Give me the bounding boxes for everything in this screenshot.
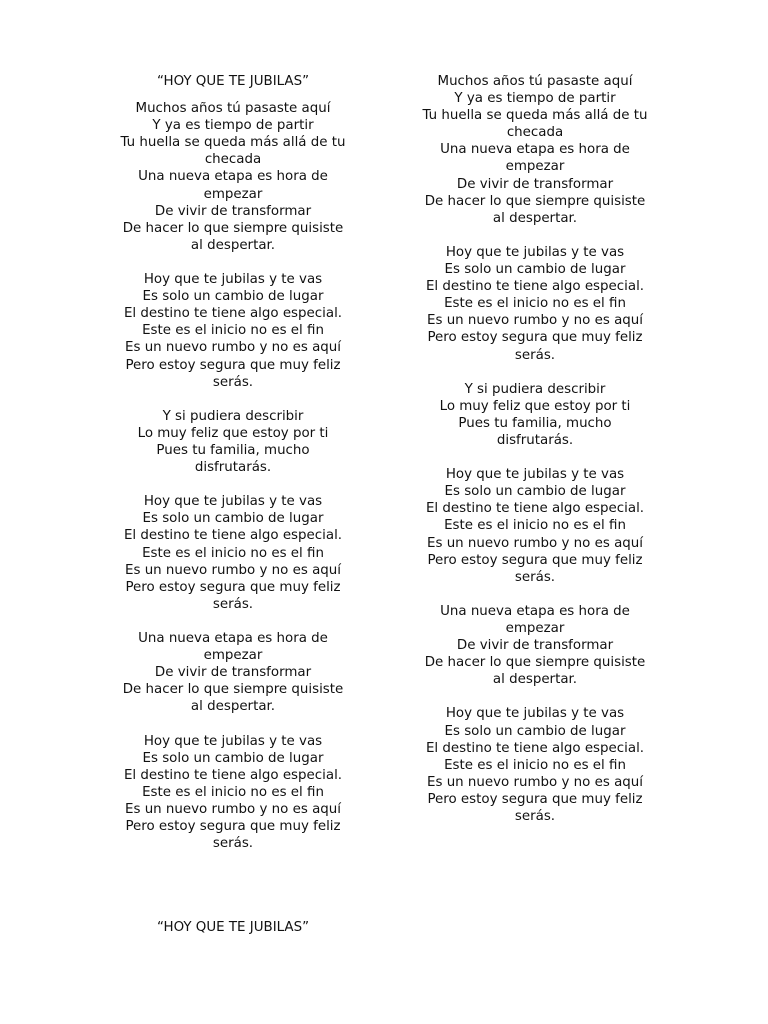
lyric-line: empezar xyxy=(505,159,565,175)
lyric-line: Pues tu familia, mucho xyxy=(458,415,612,431)
lyric-line: Hoy que te jubilas y te vas xyxy=(143,272,323,288)
lyric-line: Lo muy feliz que estoy por ti xyxy=(439,398,631,414)
lyric-line: Es solo un cambio de lugar xyxy=(444,723,626,739)
lyric-line: serás. xyxy=(514,347,556,363)
lyric-line: empezar xyxy=(505,621,565,636)
stanza xyxy=(409,244,661,364)
lyric-line: Pues tu familia, mucho xyxy=(156,442,310,458)
footer-song-title: “HOY QUE TE JUBILAS” xyxy=(156,920,310,935)
lyric-line: Y ya es tiempo de partir xyxy=(454,91,616,107)
lyric-line: serás. xyxy=(212,596,254,612)
lyric-line: Este es el inicio no es el fin xyxy=(444,296,626,312)
lyric-line: checada xyxy=(506,125,564,141)
lyric-line: disfrutarás. xyxy=(496,432,574,448)
lyric-line: Es solo un cambio de lugar xyxy=(444,262,626,278)
lyric-line: Pero estoy segura que muy feliz xyxy=(125,579,341,595)
lyric-line: Lo muy feliz que estoy por ti xyxy=(137,425,329,441)
stanza xyxy=(107,100,359,254)
lyric-line: Este es el inicio no es el fin xyxy=(444,757,626,773)
lyric-line: El destino te tiene algo especial. xyxy=(123,306,343,322)
lyric-line: checada xyxy=(204,152,262,168)
lyric-line: Es un nuevo rumbo y no es aquí xyxy=(427,313,643,329)
lyric-line: Muchos años tú pasaste aquí xyxy=(437,74,633,89)
lyric-line: serás. xyxy=(212,374,254,390)
stanza xyxy=(409,466,661,586)
stanza xyxy=(409,603,661,688)
lyric-line: Y si pudiera describir xyxy=(162,408,304,424)
lyric-line: Y ya es tiempo de partir xyxy=(152,118,314,134)
stanza xyxy=(107,493,359,613)
lyric-line: Hoy que te jubilas y te vas xyxy=(143,494,323,510)
lyric-line: El destino te tiene algo especial. xyxy=(123,528,343,544)
lyric-line: Tu huella se queda más allá de tu xyxy=(422,108,648,124)
stanza xyxy=(107,271,359,391)
stanza xyxy=(107,630,359,715)
stanza xyxy=(409,705,661,825)
lyric-line: Una nueva etapa es hora de xyxy=(440,603,630,619)
lyric-line: al despertar. xyxy=(190,699,276,715)
lyric-line: Este es el inicio no es el fin xyxy=(444,518,626,534)
right-stanzas xyxy=(409,73,661,825)
lyric-line: El destino te tiene algo especial. xyxy=(425,279,645,295)
stanza xyxy=(409,73,661,227)
lyric-line: De vivir de transformar xyxy=(154,665,312,681)
lyric-line: Es un nuevo rumbo y no es aquí xyxy=(125,801,341,817)
lyric-line: De vivir de transformar xyxy=(456,638,614,654)
lyric-line: Pero estoy segura que muy feliz xyxy=(427,552,643,568)
lyric-line: Es un nuevo rumbo y no es aquí xyxy=(427,774,643,790)
lyric-line: Muchos años tú pasaste aquí xyxy=(135,101,331,117)
left-stanzas xyxy=(107,100,359,852)
stanza xyxy=(409,381,661,449)
lyric-line: Y si pudiera describir xyxy=(464,381,606,397)
lyric-line: Pero estoy segura que muy feliz xyxy=(125,819,341,835)
lyric-line: El destino te tiene algo especial. xyxy=(425,740,645,756)
left-column xyxy=(107,73,359,852)
lyric-line: empezar xyxy=(203,186,263,202)
lyric-line: De vivir de transformar xyxy=(154,203,312,219)
lyric-line: al despertar. xyxy=(492,672,578,688)
stanza xyxy=(107,733,359,853)
lyric-line: Hoy que te jubilas y te vas xyxy=(143,733,323,749)
lyric-line: Una nueva etapa es hora de xyxy=(440,142,630,158)
lyric-line: Hoy que te jubilas y te vas xyxy=(445,467,625,483)
lyric-line: El destino te tiene algo especial. xyxy=(425,501,645,517)
lyric-line: serás. xyxy=(514,569,556,585)
lyric-line: Este es el inicio no es el fin xyxy=(142,323,324,339)
lyric-line: Este es el inicio no es el fin xyxy=(142,784,324,800)
stanza xyxy=(107,408,359,476)
lyric-line: al despertar. xyxy=(492,210,578,226)
lyric-line: Es solo un cambio de lugar xyxy=(142,511,324,527)
right-column xyxy=(409,73,661,825)
lyric-line: serás. xyxy=(212,836,254,852)
lyric-line: De hacer lo que siempre quisiste xyxy=(424,655,646,671)
lyric-line: De hacer lo que siempre quisiste xyxy=(122,682,344,698)
lyric-line: empezar xyxy=(203,648,263,664)
lyric-line: Es solo un cambio de lugar xyxy=(142,750,324,766)
lyric-line: Es solo un cambio de lugar xyxy=(444,484,626,500)
lyric-line: Pero estoy segura que muy feliz xyxy=(427,330,643,346)
lyric-line: De vivir de transformar xyxy=(456,176,614,192)
lyric-line: Hoy que te jubilas y te vas xyxy=(445,244,625,260)
lyric-line: Es solo un cambio de lugar xyxy=(142,289,324,305)
lyric-line: Este es el inicio no es el fin xyxy=(142,545,324,561)
lyric-line: De hacer lo que siempre quisiste xyxy=(122,220,344,236)
lyric-line: Es un nuevo rumbo y no es aquí xyxy=(427,535,643,551)
lyric-line: al despertar. xyxy=(190,237,276,253)
lyric-line: El destino te tiene algo especial. xyxy=(123,767,343,783)
lyric-line: Pero estoy segura que muy feliz xyxy=(427,791,643,807)
lyric-line: Es un nuevo rumbo y no es aquí xyxy=(125,562,341,578)
lyric-line: Tu huella se queda más allá de tu xyxy=(120,135,346,151)
lyric-line: serás. xyxy=(514,809,556,825)
lyric-line: Hoy que te jubilas y te vas xyxy=(445,706,625,722)
lyric-line: Una nueva etapa es hora de xyxy=(138,631,328,646)
song-title: “HOY QUE TE JUBILAS” xyxy=(156,74,310,89)
lyric-line: disfrutarás. xyxy=(194,460,272,476)
lyric-line: Una nueva etapa es hora de xyxy=(138,169,328,185)
lyric-line: Es un nuevo rumbo y no es aquí xyxy=(125,340,341,356)
lyric-line: De hacer lo que siempre quisiste xyxy=(424,193,646,209)
lyric-line: Pero estoy segura que muy feliz xyxy=(125,357,341,373)
